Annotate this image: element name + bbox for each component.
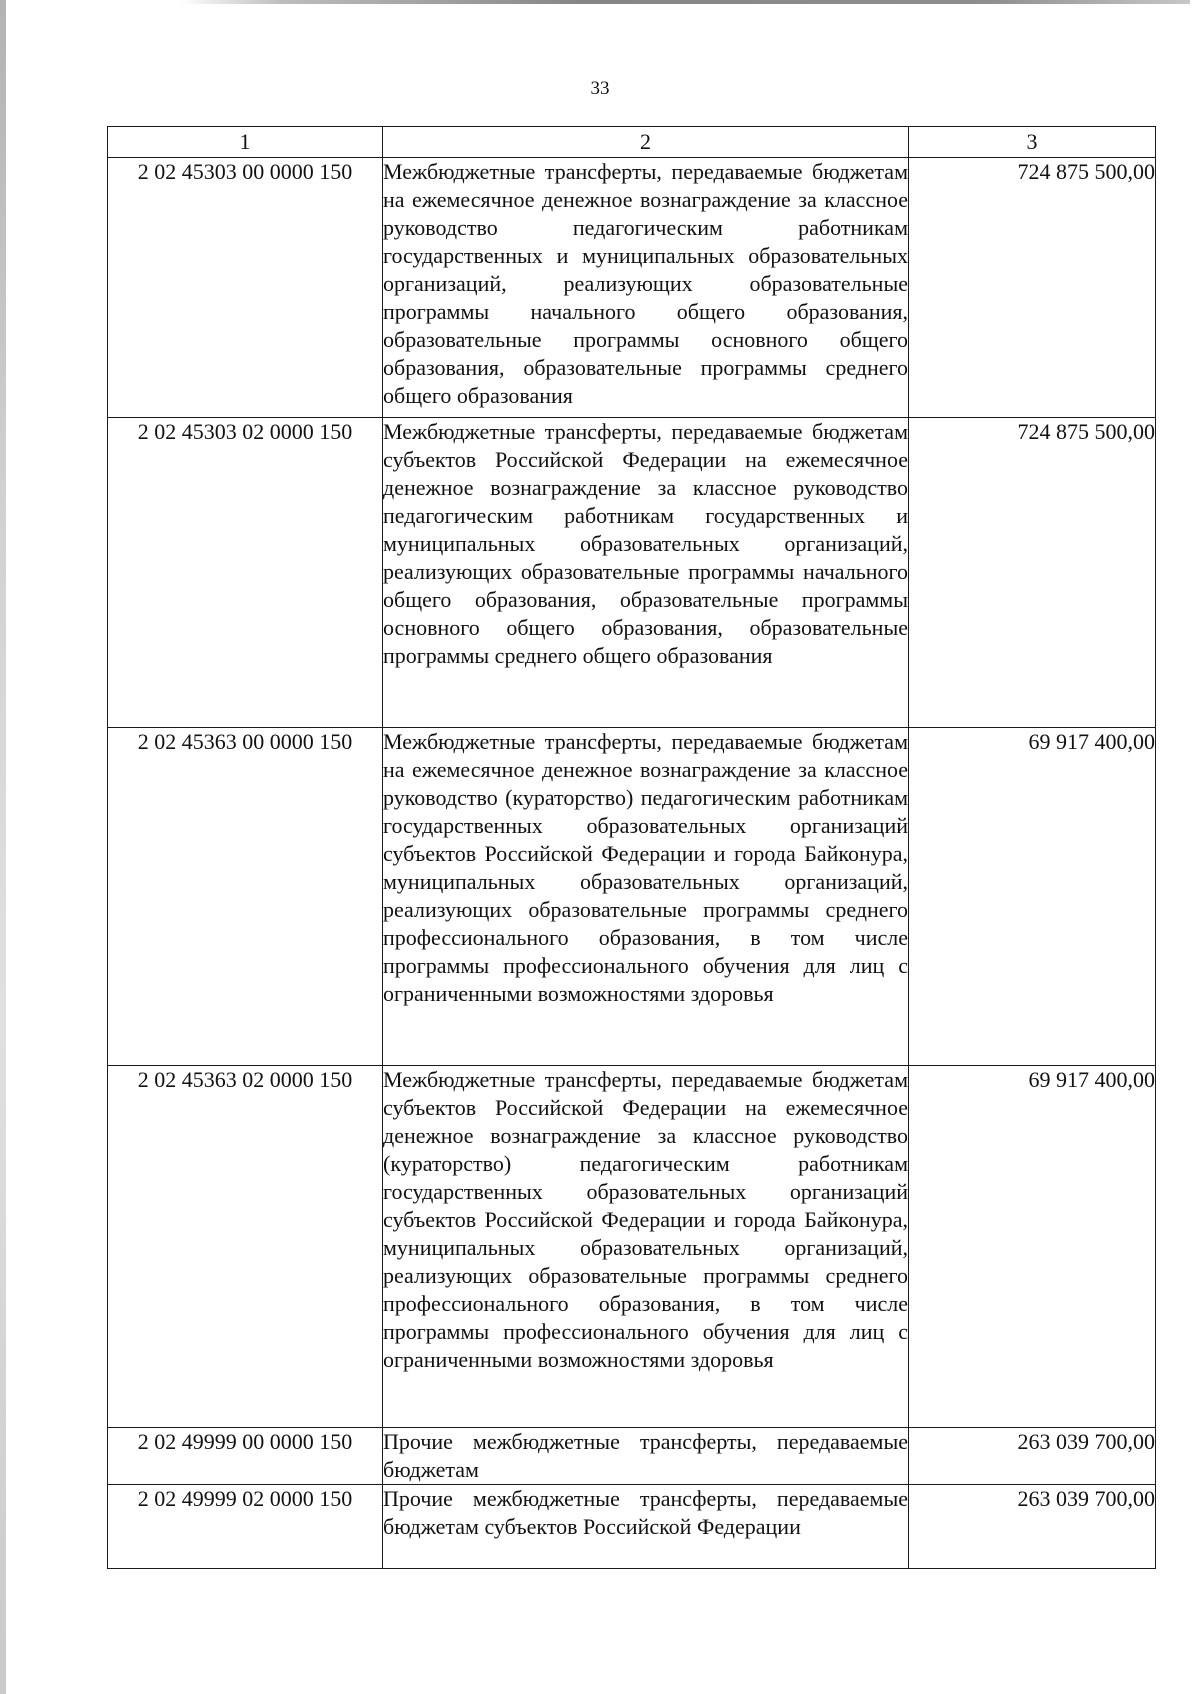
row-amount: 263 039 700,00 [909, 1428, 1156, 1485]
row-amount: 69 917 400,00 [909, 1066, 1156, 1428]
scan-edge-left [0, 0, 6, 1694]
budget-code: 2 02 45363 00 0000 150 [108, 728, 383, 1066]
table-row [108, 1485, 1156, 1569]
scan-edge-top [180, 0, 1190, 4]
header-col-2: 2 [383, 127, 909, 158]
row-description: Прочие межбюджетные трансферты, передаваемые бюджетам субъектов Российской Федерации [383, 1485, 909, 1569]
row-description: Межбюджетные трансферты, передаваемые бюджетам на ежемесячное денежное вознаграждение за классное руководство педагогическим работникам государственных и муниципальных образовательных организаций, реализующих образовательные программы начального общего образования, образовательные программы основного общего образования, образовательные программы среднего общего образования [383, 158, 909, 418]
row-description: Прочие межбюджетные трансферты, передаваемые бюджетам [383, 1428, 909, 1485]
row-amount: 69 917 400,00 [909, 728, 1156, 1066]
table-row [108, 1428, 1156, 1485]
row-description: Межбюджетные трансферты, передаваемые бюджетам на ежемесячное денежное вознаграждение за классное руководство (кураторство) педагогическим работникам государственных образовательных организаций субъектов Российской Федерации и города Байконура, муниципальных образовательных организаций, реализующих образовательные программы среднего профессионального образования, в том числе программы профессионального обучения для лиц с ограниченными возможностями здоровья [383, 728, 909, 1066]
row-amount: 263 039 700,00 [909, 1485, 1156, 1569]
budget-code: 2 02 45363 02 0000 150 [108, 1066, 383, 1428]
table-row [108, 728, 1156, 1066]
budget-code: 2 02 45303 00 0000 150 [108, 158, 383, 418]
table-header-row [108, 127, 1156, 158]
table-row [108, 158, 1156, 418]
page-number: 33 [590, 78, 610, 99]
table-row [108, 1066, 1156, 1428]
header-col-3: 3 [909, 127, 1156, 158]
budget-code: 2 02 45303 02 0000 150 [108, 418, 383, 728]
header-col-1: 1 [108, 127, 383, 158]
table-row [108, 418, 1156, 728]
row-amount: 724 875 500,00 [909, 158, 1156, 418]
row-amount: 724 875 500,00 [909, 418, 1156, 728]
budget-table [107, 126, 1156, 1569]
budget-code: 2 02 49999 00 0000 150 [108, 1428, 383, 1485]
budget-code: 2 02 49999 02 0000 150 [108, 1485, 383, 1569]
row-description: Межбюджетные трансферты, передаваемые бюджетам субъектов Российской Федерации на ежемесячное денежное вознаграждение за классное руководство (кураторство) педагогическим работникам государственных образовательных организаций субъектов Российской Федерации и города Байконура, муниципальных образовательных организаций, реализующих образовательные программы среднего профессионального образования, в том числе программы профессионального обучения для лиц с ограниченными возможностями здоровья [383, 1066, 909, 1428]
row-description: Межбюджетные трансферты, передаваемые бюджетам субъектов Российской Федерации на ежемесячное денежное вознаграждение за классное руководство педагогическим работникам государственных и муниципальных образовательных организаций, реализующих образовательные программы начального общего образования, образовательные программы основного общего образования, образовательные программы среднего общего образования [383, 418, 909, 728]
